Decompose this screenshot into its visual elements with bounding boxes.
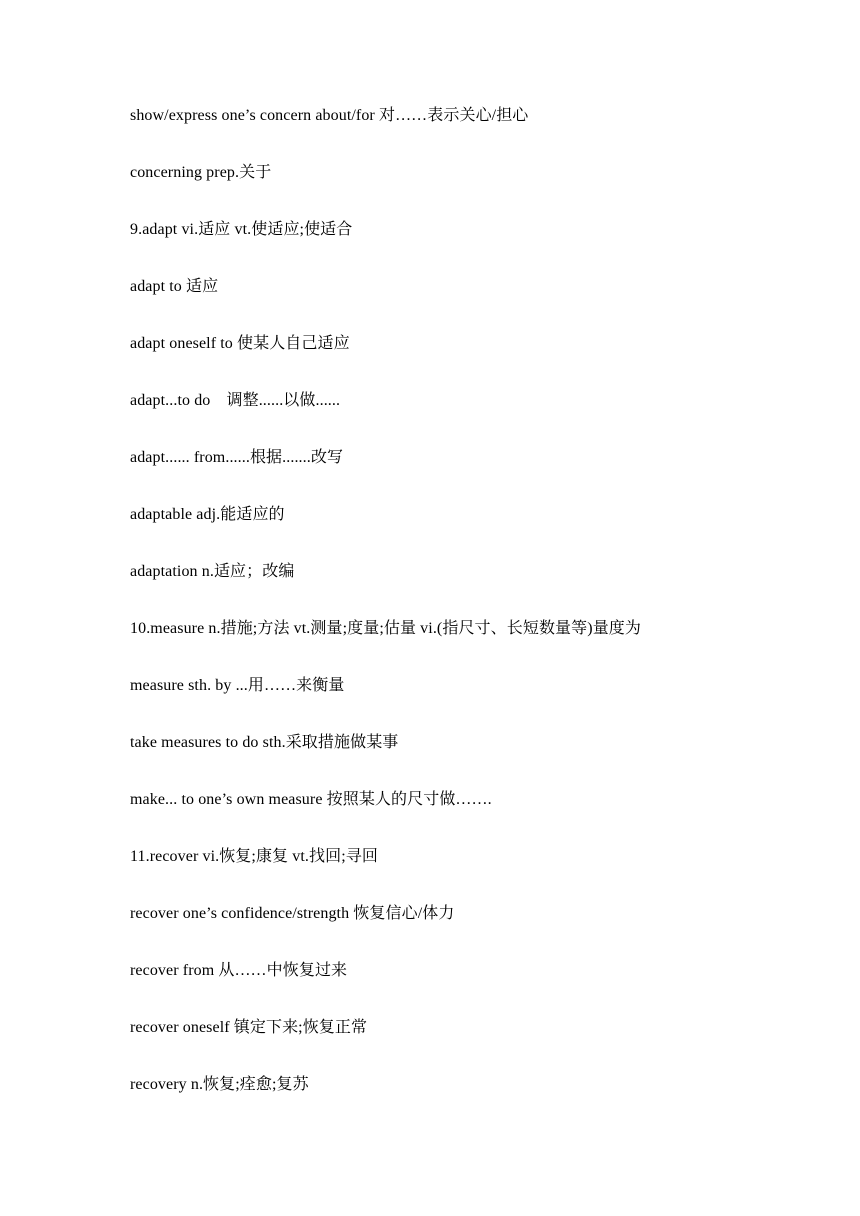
text-line: adapt...to do 调整......以做...... [130, 392, 341, 409]
text-line: take measures to do sth.采取措施做某事 [130, 734, 399, 751]
text-line: adapt to 适应 [130, 278, 219, 295]
text-line: show/express one’s concern about/for 对……表示关心/担心 [130, 107, 529, 124]
text-line: recover one’s confidence/strength 恢复信心/体力 [130, 905, 455, 922]
text-line: 9.adapt vi.适应 vt.使适应;使适合 [130, 221, 353, 238]
text-line: adaptation n.适应；改编 [130, 563, 295, 580]
text-line: 11.recover vi.恢复;康复 vt.找回;寻回 [130, 848, 378, 865]
text-line: adapt oneself to 使某人自己适应 [130, 335, 350, 352]
text-line: recover from 从……中恢复过来 [130, 962, 348, 979]
text-line: adaptable adj.能适应的 [130, 506, 285, 523]
text-line: make... to one’s own measure 按照某人的尺寸做……. [130, 791, 492, 808]
text-line: adapt...... from......根据.......改写 [130, 449, 344, 466]
text-line: 10.measure n.措施;方法 vt.测量;度量;估量 vi.(指尺寸、长短数量等)量度为 [130, 620, 641, 637]
text-line: recover oneself 镇定下来;恢复正常 [130, 1019, 368, 1036]
text-line: concerning prep.关于 [130, 164, 272, 181]
text-line: recovery n.恢复;痊愈;复苏 [130, 1076, 309, 1093]
text-line: measure sth. by ...用……来衡量 [130, 677, 345, 694]
